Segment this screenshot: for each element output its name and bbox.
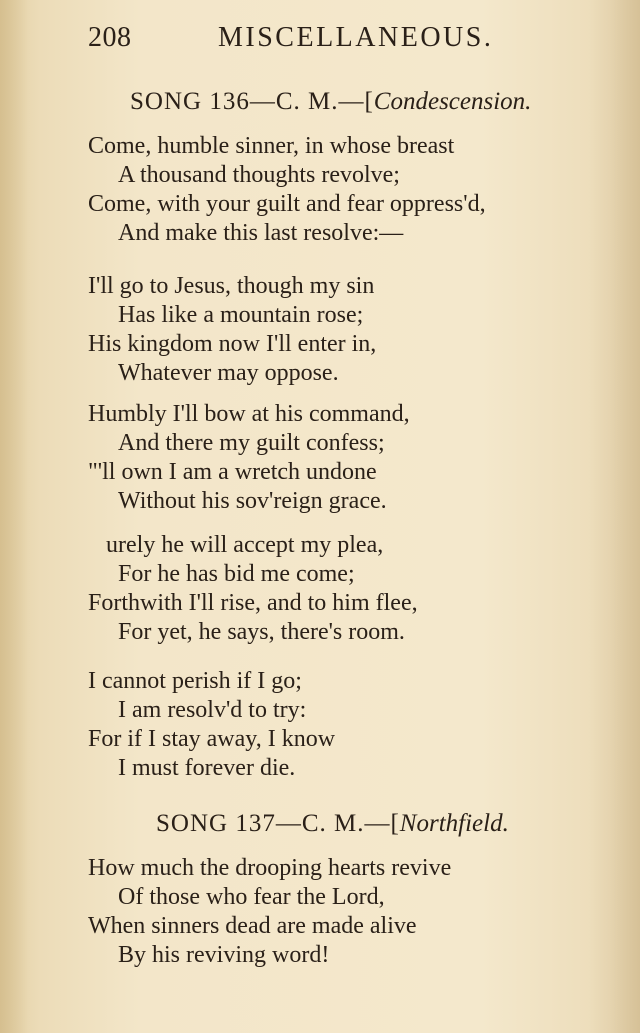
song-136-tune: Condescension. xyxy=(373,88,532,115)
verse-line: A thousand thoughts revolve; xyxy=(118,162,400,188)
verse-line: I'll go to Jesus, though my sin xyxy=(88,273,375,299)
verse-line: "'ll own I am a wretch undone xyxy=(88,459,377,485)
verse-line: For he has bid me come; xyxy=(118,561,355,587)
verse-line: Humbly I'll bow at his command, xyxy=(88,401,410,427)
verse-line: For if I stay away, I know xyxy=(88,726,336,752)
song-136-stanza-3 xyxy=(88,400,410,516)
song-136-title: SONG 136—C. M.—[ xyxy=(130,88,374,115)
song-136-stanza-5 xyxy=(88,667,335,783)
verse-line: I cannot perish if I go; xyxy=(88,668,302,694)
song-136-stanza-4 xyxy=(88,531,418,647)
verse-line: Forthwith I'll rise, and to him flee, xyxy=(88,590,418,616)
song-137-title: SONG 137—C. M.—[ xyxy=(156,810,400,837)
running-head: MISCELLANEOUS. xyxy=(218,22,494,53)
verse-line: How much the drooping hearts revive xyxy=(88,855,452,881)
verse-line: And there my guilt confess; xyxy=(118,430,385,456)
verse-line: Of those who fear the Lord, xyxy=(118,884,385,910)
page-edge-shadow xyxy=(588,0,640,1033)
song-136-stanza-1 xyxy=(88,132,486,248)
verse-line: I am resolv'd to try: xyxy=(118,697,307,723)
verse-line: urely he will accept my plea, xyxy=(106,532,384,558)
verse-line: Has like a mountain rose; xyxy=(118,302,364,328)
verse-line: And make this last resolve:— xyxy=(118,220,404,246)
page-number: 208 xyxy=(88,22,132,53)
song-137-heading xyxy=(156,810,509,838)
song-137-stanza-1 xyxy=(88,854,451,970)
page-gutter-shadow xyxy=(0,0,28,1033)
verse-line: His kingdom now I'll enter in, xyxy=(88,331,377,357)
page-header xyxy=(88,22,608,58)
verse-line: For yet, he says, there's room. xyxy=(118,619,405,645)
verse-line: When sinners dead are made alive xyxy=(88,913,417,939)
verse-line: Come, humble sinner, in whose breast xyxy=(88,133,455,159)
song-136-heading xyxy=(130,88,531,116)
song-137-tune: Northfield. xyxy=(399,810,509,837)
verse-line: By his reviving word! xyxy=(118,942,330,968)
song-136-stanza-2 xyxy=(88,272,376,388)
verse-line: Without his sov'reign grace. xyxy=(118,488,387,514)
verse-line: Whatever may oppose. xyxy=(118,360,339,386)
verse-line: I must forever die. xyxy=(118,755,296,781)
verse-line: Come, with your guilt and fear oppress'd, xyxy=(88,191,486,217)
